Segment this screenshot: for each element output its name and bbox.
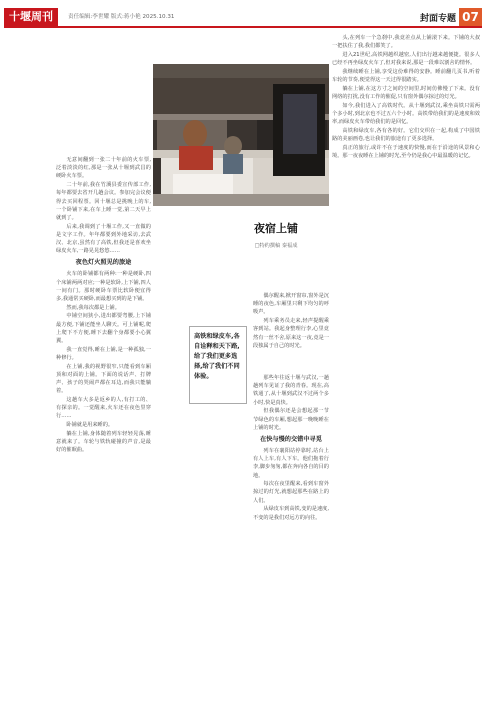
paragraph: 从绿皮车到高铁,变的是速度,不变的是我们对远方的向往。: [253, 506, 329, 521]
col1-top-paragraphs: [56, 156, 151, 255]
article-byline: □特约撰稿 秦福成: [254, 243, 298, 249]
col1-bottom-paragraphs: [56, 270, 151, 454]
paragraph: 列车在襄阳站停靠时,站台上有人上车,有人下车。他们拖着行李,脚步匆匆,都在奔向各自的目的地。: [253, 447, 329, 479]
paragraph: 真正的旅行,或许不在于速度的快慢,而在于沿途的风景和心境。那一夜夜睡在上铺的时光,至今仍是我心中最温暖的记忆。: [332, 144, 480, 159]
editor-meta: 责任编辑:李世耀 版式:蒋小艳 2025.10.31: [68, 14, 175, 20]
paragraph: 无意间翻到一张二十年前的火车票,泛着淡淡的红,那是一张从十堰到武昌的硬卧火车票。: [56, 157, 151, 180]
paragraph: 但我偶尔还是会想起那一节节绿色的车厢,想起那一晚晚睡在上铺的时光。: [253, 408, 329, 431]
column-2: [253, 292, 329, 372]
train-berth-photo: [153, 64, 329, 206]
column-4: [332, 34, 480, 696]
pull-quote-text: 高铁和绿皮车,各自诠释和天下路,给了我们更多选择,给了我们不同体验。: [194, 333, 240, 380]
paragraph: 头,在列车一个急刹中,我竟差点从上铺滚下来。下铺的大叔一把扶住了我,我们都笑了。: [332, 35, 480, 50]
pull-quote-box: [189, 326, 247, 404]
paragraph: 中铺空间狭小,进出都要弯腰,上下铺最方便,下铺还能坐人聊天。可上铺呢,爬上爬下不方便,睡下去翻个身都要小心翼翼。: [56, 313, 151, 345]
column-3: [253, 374, 329, 696]
paragraph: 进入21世纪,高铁网越织越密,人们出行越来越便捷。很多人已经不再坐绿皮火车了,但对我来说,那是一段难以割舍的情怀。: [332, 51, 480, 67]
paragraph: 高铁和绿皮车,各有各的好。它们交织在一起,构成了中国铁路的美丽画卷,也让我们的旅途有了更多选择。: [332, 127, 480, 142]
paragraph: 后来,我调到了十堰工作,又一直做的是文字工作。年年都要到外地采访,去武汉、北京,虽然有了高铁,但我还是喜欢坐绿皮火车,一路晃晃悠悠……: [56, 223, 151, 255]
section-topic: 封面专题: [419, 14, 456, 24]
newspaper-brand: 十堰周刊: [4, 8, 58, 26]
page-header: [4, 8, 482, 28]
paragraph: 我一直觉得,睡在上铺,是一种孤独,一种修行。: [56, 346, 151, 361]
section-heading-2: 在快与慢的交错中寻觅: [260, 435, 322, 443]
section-heading-1: 夜色灯火照见的旅途: [75, 259, 132, 267]
paragraph: 那些年往返十堰与武汉,一趟趟列车见证了我的青春。现在,高铁通了,从十堰到武汉不过两个多小时,快是真快。: [253, 375, 329, 406]
paragraph: 在上铺,我的视野很窄,只能看到车厢顶和对面的上铺。下面的说话声、打牌声、孩子的哭闹声都在耳边,而我只能躺着。: [56, 363, 151, 395]
paragraph: 然而,我每次都是上铺。: [66, 304, 120, 311]
article-title-block: [223, 222, 329, 249]
paragraph: 这趟车大多是返乡的人,有打工的、有探亲的。一觉醒来,火车还在夜色里穿行……: [56, 396, 151, 420]
paragraph: 列车乘务员走来,轻声提醒乘客到站。我起身整理行李,心里竟然有一丝不舍,原来这一夜,竟是一段独属于自己的时光。: [253, 318, 329, 349]
paragraph: 躺在上铺,在这方寸之间的空间里,时间仿佛慢了下来。没有网络的打扰,没有工作的催促,只有窗外偶尔掠过的灯光。: [332, 85, 480, 100]
paragraph: 躺在上铺,身体随着列车轻轻晃荡,睡意就来了。车轮与铁轨碰撞的声音,是最好的催眠曲。: [56, 430, 151, 454]
paragraph: 二十年前,我在竹溪县委宣传部工作,每年都要去省开几趟会议。参加完会议便得去买回程票。回十堰总是挑晚上的车,一个卧铺下来,在车上睡一觉,第二天早上就到了。: [56, 182, 151, 221]
paragraph: 偶尔醒来,掀开窗帘,窗外是沉睡的夜色,车厢里只剩下均匀的呼吸声。: [253, 293, 329, 316]
column-1: [56, 156, 151, 696]
paragraph: 卧铺就是用来睡的。: [66, 422, 114, 429]
paragraph: 如今,我们进入了高铁时代。从十堰到武汉,乘坐高铁只需两个多小时,到北京也不过五六个小时。高铁带给我们的是速度和效率,而绿皮火车带给我们的是回忆。: [332, 102, 480, 126]
article-title: 夜宿上铺: [254, 222, 298, 235]
page-number: 07: [459, 8, 482, 26]
train-berth-illustration: [153, 64, 329, 206]
paragraph: 每次在夜里醒来,看到车窗外掠过的灯光,就想起那些在路上的人们。: [253, 481, 329, 504]
paragraph: 火车的卧铺都有两种:一种是硬卧,四个床铺两两对应;一种是软卧,上下铺,四人一间有门。那时硬卧车票比软卧便宜得多,我通常买硬卧,而最想买到的是下铺。: [56, 271, 151, 303]
paragraph: 我继续睡在上铺,享受这份难得的安静。睡前翻几页书,听着车轮的节奏,便觉得这一天过得很踏实。: [332, 68, 480, 84]
